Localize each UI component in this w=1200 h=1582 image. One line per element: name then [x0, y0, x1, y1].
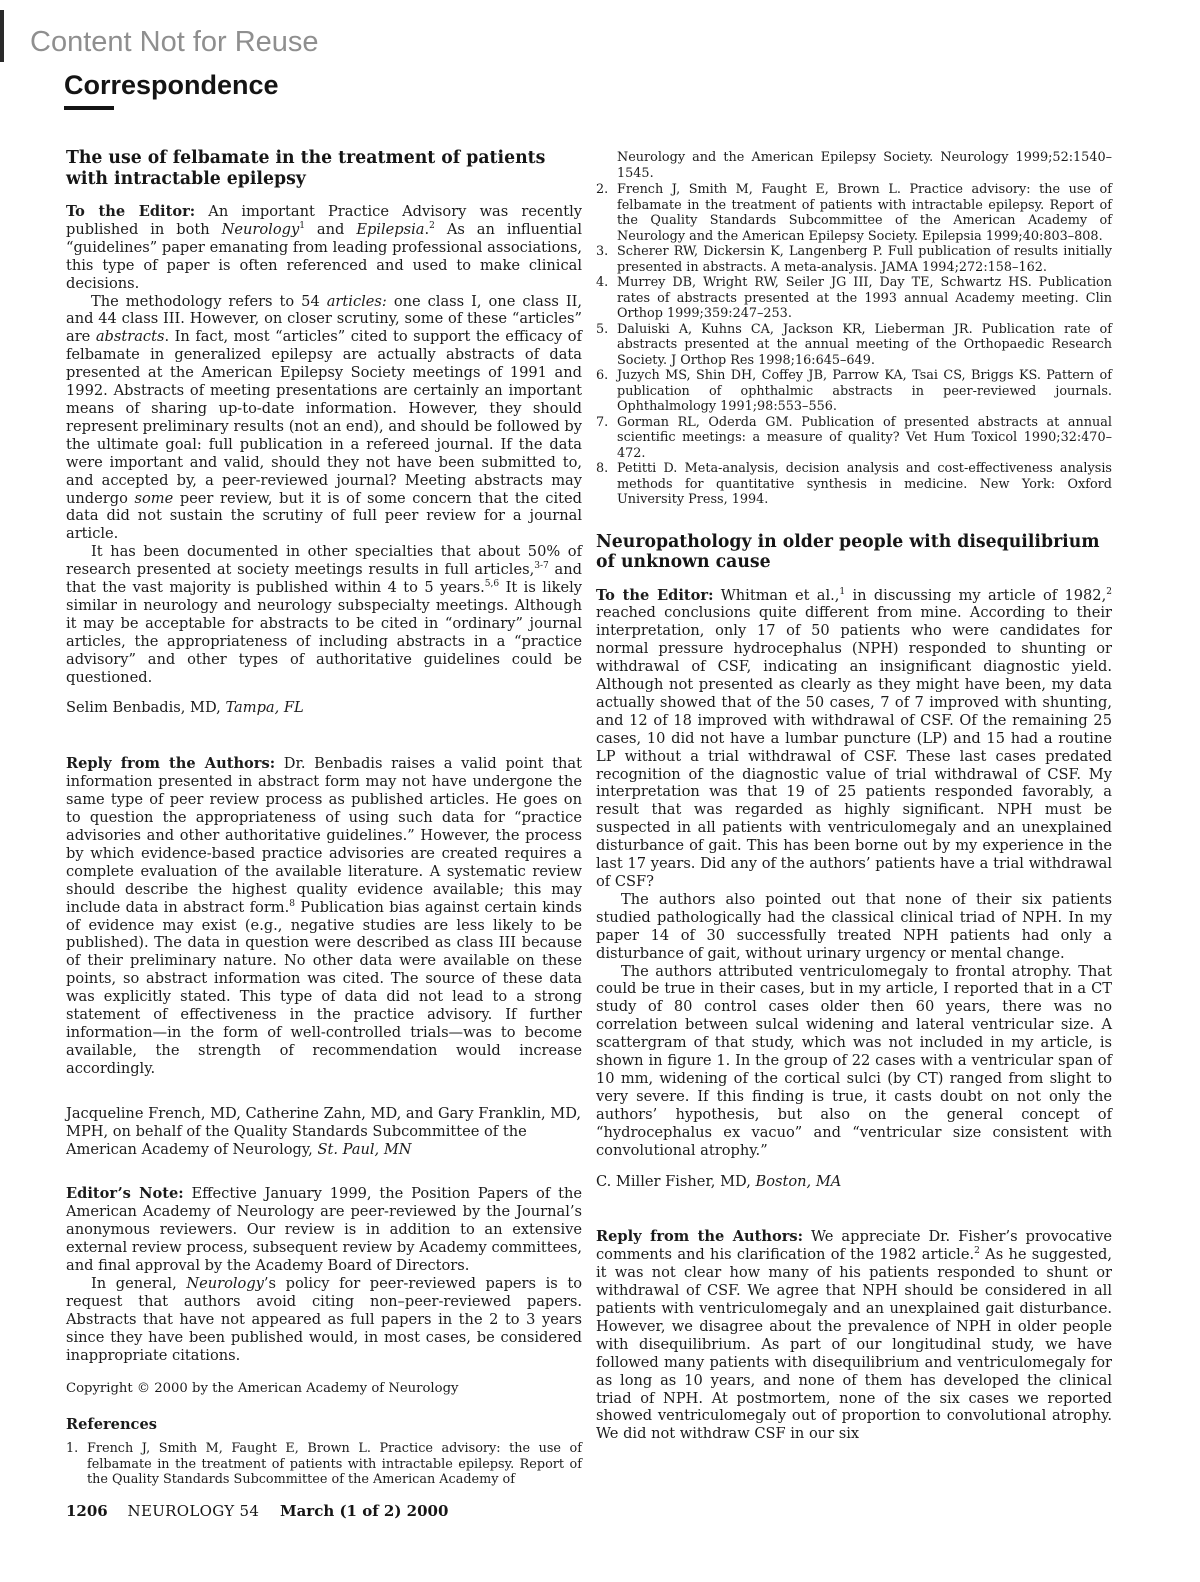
- letter1-paragraph-3: It has been documented in other specialties that about 50% of research presented at society meetings results in full articles,$^{3-7}$ and that the vast majority is published within 4 to 5 years.$^{5,6}$ It is likely similar in neurology and neurology subspecialty meetings. Although it may be acceptable for abstracts to be cited in “ordinary” journal articles, the appropriateness of including abstracts in a “practice advisory” and other types of authoritative guidelines could be questioned.: [66, 543, 582, 686]
- copyright-line: Copyright © 2000 by the American Academy of Neurology: [66, 1381, 459, 1397]
- letter1-reply: Reply from the Authors: Dr. Benbadis raises a valid point that information presented in abstract form may not have undergone the same type of peer review process as published articles. He goes on to question the appropriateness of using such data for “practice advisories and other authoritative guidelines.” However, the process by which evidence-based practice advisories are created requires a complete evaluation of the available literature. A systematic review should describe the highest quality evidence available; this may include data in abstract form.$^8$ Publication bias against certain kinds of evidence may exist (e.g., negative studies are less likely to be published). The data in question were described as class III because of their preliminary nature. No other data were available on these points, so abstract information was cited. The source of these data was explicitly stated. This type of data did not lead to a strong statement of effectiveness in the practice advisory. If further information—in the form of well-controlled trials—was to become available, the strength of recommendation would increase accordingly.: [66, 755, 583, 1077]
- reference-item: 6. Juzych MS, Shin DH, Coffey JB, Parrow KA, Tsai CS, Briggs KS. Pattern of publication of ophthalmic abstracts in peer-reviewed journals. Ophthalmology 1991;98:553–556.: [596, 368, 1112, 414]
- letter2-title: Neuropathology in older people with disequilibrium of unknown cause: [596, 531, 1100, 572]
- reference-list-left: [66, 1441, 582, 1488]
- editors-note-continued: In general, Neurology’s policy for peer-reviewed papers is to request that authors avoid citing non–peer-reviewed papers. Abstracts that have not appeared as full papers in the 2 to 3 years since they have been published would, in most cases, be considered inappropriate citations.: [66, 1274, 582, 1364]
- watermark: Content Not for Reuse: [30, 26, 319, 58]
- journal-name: NEUROLOGY 54: [127, 1502, 260, 1520]
- letter2-paragraph-1: To the Editor: Whitman et al.,$^1$ in discussing my article of 1982,$^2$ reached conclusions quite different from mine. According to their interpretation, only 17 of 50 patients who were candidates for normal pressure hydrocephalus (NPH) responded to shunting or withdrawal of CSF, indicating an insignificant diagnostic yield. Although not presented as clearly as they might have been, my data actually showed that of the 50 cases, 7 of 7 improved with shunting, and 12 of 18 improved with withdrawal of CSF. Of the remaining 25 cases, 10 did not have a lumbar puncture (LP) and 15 had a routine LP without a trial withdrawal of CSF. These last cases predated recognition of the diagnostic value of trial withdrawal of CSF. My interpretation was that 19 of 25 patients responded favorably, a result that was regarded as highly significant. NPH must be suspected in all patients with ventriculomegaly and an unexplained disturbance of gait. This has been borne out by my experience in the last 17 years. Did any of the authors’ patients have a trial withdrawal of CSF?: [596, 586, 1112, 890]
- reference-1-continuation: Neurology and the American Epilepsy Society. Neurology 1999;52:1540–1545.: [617, 150, 1112, 181]
- page-footer: [66, 1502, 448, 1520]
- page-number: 1206: [66, 1502, 108, 1520]
- letter1-title: The use of felbamate in the treatment of patients with intractable epilepsy: [66, 148, 546, 189]
- scan-edge-artifact: [0, 10, 4, 62]
- reference-list-right: [596, 182, 1112, 508]
- right-column: [596, 150, 1112, 1443]
- reference-item: 1. French J, Smith M, Faught E, Brown L. Practice advisory: the use of felbamate in the treatment of patients with intractable epilepsy. Report of the Quality Standards Subcommittee of the American Academy of: [66, 1441, 582, 1488]
- left-column: [66, 148, 582, 1488]
- references-heading: References: [66, 1416, 157, 1434]
- letter1-reply-signature: Jacqueline French, MD, Catherine Zahn, MD, and Gary Franklin, MD, MPH, on behalf of the Quality Standards Subcommittee of the American Academy of Neurology, St. Paul, MN: [66, 1104, 582, 1158]
- letter2-paragraph-3: The authors attributed ventriculomegaly to frontal atrophy. That could be true in their cases, but in my article, I reported that in a CT study of 80 control cases older then 60 years, there was no correlation between sulcal widening and lateral ventricular size. A scattergram of that study, which was not included in my article, is shown in figure 1. In the group of 22 cases with a ventricular span of 10 mm, widening of the cortical sulci (by CT) ranged from slight to very severe. If this finding is true, it casts doubt on not only the authors’ hypothesis, but also on the general concept of “hydrocephalus ex vacuo” and “ventricular size consistent with convolutional atrophy.”: [596, 962, 1112, 1159]
- letter2-reply: Reply from the Authors: We appreciate Dr. Fisher’s provocative comments and his clarification of the 1982 article.$^2$ As he suggested, it was not clear how many of his patients responded to shunt or withdrawal of CSF. We agree that NPH should be considered in all patients with ventriculomegaly and an unexplained gait disturbance. However, we disagree about the prevalence of NPH in older people with disequilibrium. As part of our longitudinal study, we have followed many patients with disequilibrium and ventriculomegaly for as long as 10 years, and none of them has developed the clinical triad of NPH. At postmortem, none of the six cases we reported showed ventriculomegaly out of proportion to convolutional atrophy. We did not withdraw CSF in our six: [596, 1228, 1112, 1443]
- letter2-signature: C. Miller Fisher, MD, Boston, MA: [596, 1172, 842, 1190]
- editors-note: Editor’s Note: Effective January 1999, the Position Papers of the American Academy of Neurology are peer-reviewed by the Journal’s anonymous reviewers. Our review is in addition to an extensive external review process, subsequent review by Academy committees, and final approval by the Academy Board of Directors.: [66, 1185, 582, 1275]
- section-title: Correspondence: [64, 70, 279, 110]
- reference-item: 7. Gorman RL, Oderda GM. Publication of presented abstracts at annual scientific meetings: a measure of quality? Vet Hum Toxicol 1990;32:470–472.: [596, 414, 1112, 461]
- reference-item: 8. Petitti D. Meta-analysis, decision analysis and cost-effectiveness analysis methods for quantitative synthesis in medicine. New York: Oxford University Press, 1994.: [596, 461, 1112, 507]
- letter1-paragraph-1: To the Editor: An important Practice Advisory was recently published in both Neurology$^1$ and Epilepsia.$^2$ As an influential “guidelines” paper emanating from leading professional associations, this type of paper is often referenced and used to make clinical decisions.: [66, 203, 582, 292]
- reference-item: 3. Scherer RW, Dickersin K, Langenberg P. Full publication of results initially presented in abstracts. A meta-analysis. JAMA 1994;272:158–162.: [596, 244, 1112, 275]
- letter1-paragraph-2: The methodology refers to 54 articles: one class I, one class II, and 44 class III. However, on closer scrutiny, some of these “articles” are abstracts. In fact, most “articles” cited to support the efficacy of felbamate in generalized epilepsy are actually abstracts of data presented at the American Epilepsy Society meetings of 1991 and 1992. Abstracts of meeting presentations are certainly an important means of sharing up-to-date information. However, they should represent preliminary results (not an end), and should be followed by the ultimate goal: full publication in a refereed journal. If the data were important and valid, should they not have been submitted to, and accepted by, a peer-reviewed journal? Meeting abstracts may undergo some peer review, but it is of some concern that the cited data did not sustain the scrutiny of full peer review for a journal article.: [66, 292, 582, 543]
- reference-item: 5. Daluiski A, Kuhns CA, Jackson KR, Lieberman JR. Publication rate of abstracts presented at the annual meeting of the Orthopaedic Research Society. J Orthop Res 1998;16:645–649.: [596, 321, 1112, 368]
- letter2-paragraph-2: The authors also pointed out that none of their six patients studied pathologically had the classical clinical triad of NPH. In my paper 14 of 30 successfully treated NPH patients had only a disturbance of gait, without urinary urgency or mental change.: [596, 890, 1112, 962]
- reference-item: 4. Murrey DB, Wright RW, Seiler JG III, Day TE, Schwartz HS. Publication rates of abstracts presented at the 1993 annual Academy meeting. Clin Orthop 1999;359:247–253.: [596, 275, 1112, 321]
- issue-date: March (1 of 2) 2000: [279, 1502, 449, 1520]
- letter1-signature: Selim Benbadis, MD, Tampa, FL: [66, 699, 304, 717]
- reference-item: 2. French J, Smith M, Faught E, Brown L. Practice advisory: the use of felbamate in the treatment of patients with intractable epilepsy. Report of the Quality Standards Subcommittee of the American Academy of Neurology and the American Epilepsy Society. Epilepsia 1999;40:803–808.: [596, 182, 1112, 244]
